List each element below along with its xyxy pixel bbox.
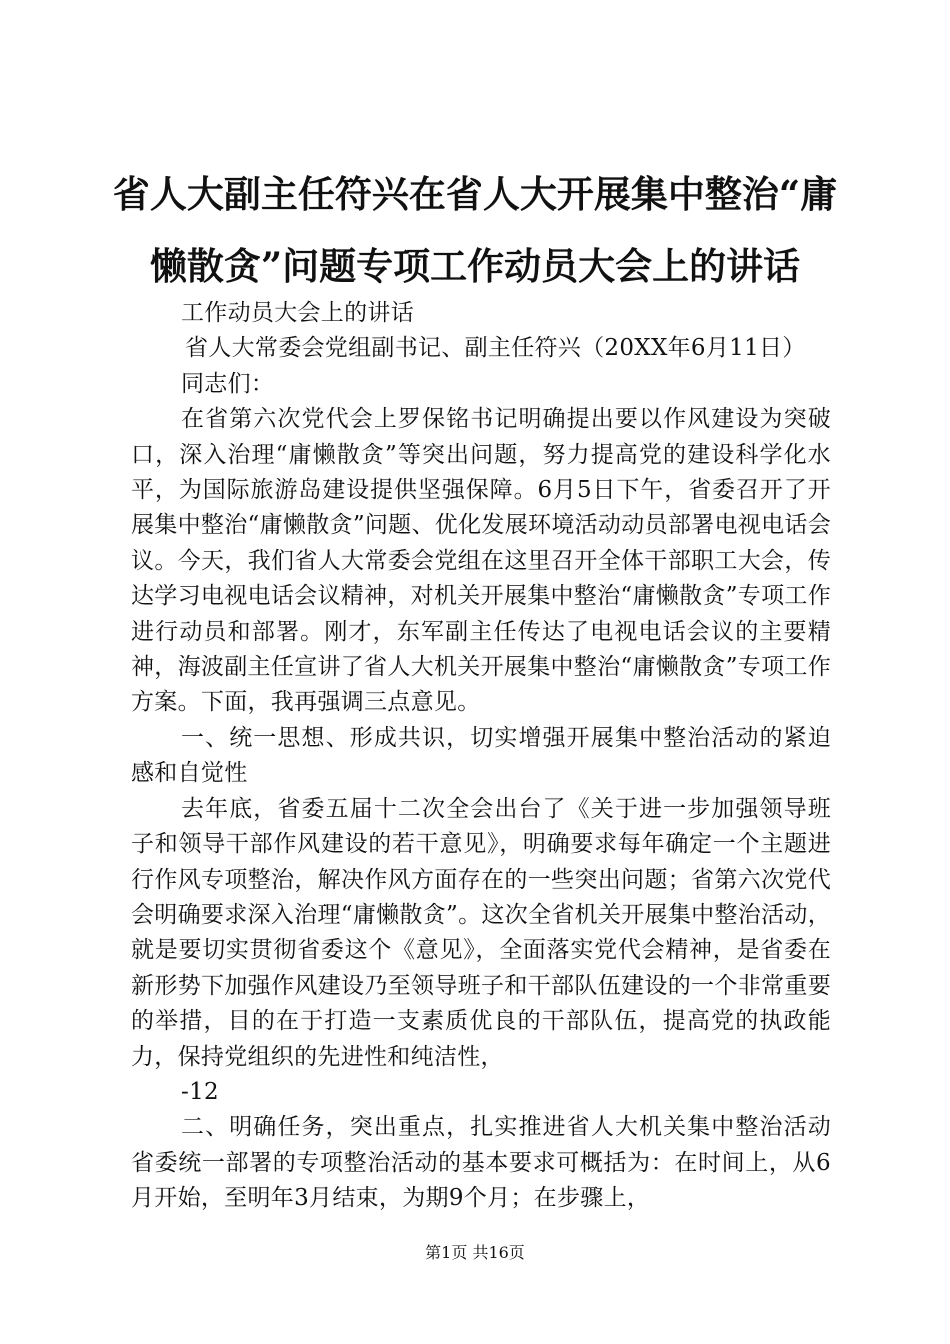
paragraph-section-1: 去年底，省委五届十二次全会出台了《关于进一步加强领导班子和领导干部作风建设的若干意见》，明确要求每年确定一个主题进行作风专项整治，解决作风方面存在的一些突出问题；省第六次党代会明确要求深入治理“庸懒散贪”。这次全省机关开展集中整治活动，就是要切实贯彻省委这个《意见》，全面落实党代会精神，是省委在新形势下加强作风建设乃至领导班子和干部队伍建设的一个非常重要的举措，目的在于打造一支素质优良的干部队伍，提高党的执政能力，保持党组织的先进性和纯洁性， [131, 795, 831, 1070]
document-body [131, 296, 831, 1217]
section-heading-1: 一、统一思想、形成共识，切实增强开展集中整治活动的紧迫感和自觉性 [131, 724, 831, 787]
document-title: 省人大副主任符兴在省人大开展集中整治“庸懒散贪”问题专项工作动员大会上的讲话 [112, 172, 838, 288]
paragraph-salutation: 同志们： [181, 370, 275, 397]
section-heading-2: 二、明确任务，突出重点，扎实推进省人大机关集中整治活动省委统一部署的专项整治活动的基本要求可概括为：在时间上，从6月开始，至明年3月结束，为期9个月；在步骤上， [131, 1114, 831, 1212]
paragraph-intro: 在省第六次党代会上罗保铭书记明确提出要以作风建设为突破口，深入治理“庸懒散贪”等突出问题，努力提高党的建设科学化水平，为国际旅游岛建设提供坚强保障。6月5日下午，省委召开了开展集中整治“庸懒散贪”问题、优化发展环境活动动员部署电视电话会议。今天，我们省人大常委会党组在这里召开全体干部职工大会，传达学习电视电话会议精神，对机关开展集中整治“庸懒散贪”专项工作进行动员和部署。刚才，东军副主任传达了电视电话会议的主要精神，海波副主任宣讲了省人大机关开展集中整治“庸懒散贪”专项工作方案。下面，我再强调三点意见。 [131, 406, 831, 716]
paragraph-subtitle: 工作动员大会上的讲话 [181, 300, 414, 326]
page-number-footer: 第1页 共16页 [425, 1243, 525, 1262]
paragraph-page-marker: -12 [181, 1078, 219, 1105]
paragraph-speaker: 省人大常委会党组副书记、副主任符兴（20XX年6月11日） [185, 335, 806, 362]
